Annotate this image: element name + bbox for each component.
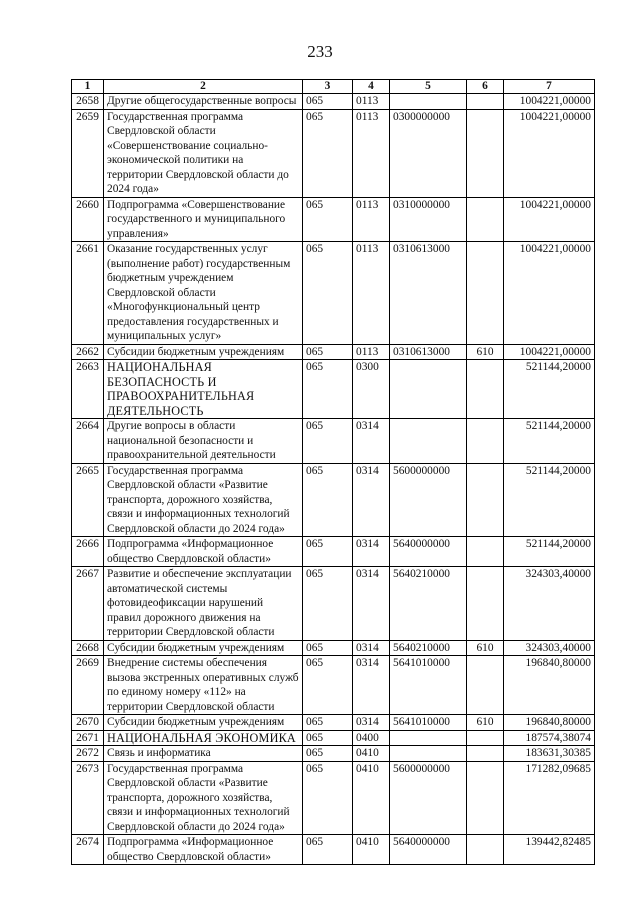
table-row	[72, 94, 595, 110]
row-name-cell: Другие вопросы в области национальной безопасности и правоохранительной деятельности	[104, 419, 303, 464]
row-expense-type-cell	[467, 360, 504, 419]
row-department-code-cell: 065	[303, 746, 353, 762]
row-department-code-cell: 065	[303, 360, 353, 419]
table-row	[72, 567, 595, 641]
table-row	[72, 746, 595, 762]
table-row	[72, 537, 595, 567]
row-expense-type-cell	[467, 746, 504, 762]
row-number-cell: 2670	[72, 715, 104, 731]
table-body	[72, 94, 595, 865]
row-section-code-cell: 0410	[353, 761, 390, 835]
row-name-cell: Связь и информатика	[104, 746, 303, 762]
row-department-code-cell: 065	[303, 730, 353, 746]
table-row	[72, 109, 595, 197]
row-number-cell: 2658	[72, 94, 104, 110]
row-number-cell: 2664	[72, 419, 104, 464]
row-department-code-cell: 065	[303, 344, 353, 360]
row-number-cell: 2660	[72, 197, 104, 242]
row-department-code-cell: 065	[303, 197, 353, 242]
row-section-code-cell: 0410	[353, 746, 390, 762]
row-expense-type-cell	[467, 94, 504, 110]
row-amount-cell: 139442,82485	[504, 835, 595, 865]
row-section-code-cell: 0113	[353, 242, 390, 345]
row-target-article-cell	[390, 94, 467, 110]
column-header: 3	[303, 80, 353, 94]
row-number-cell: 2663	[72, 360, 104, 419]
row-amount-cell: 1004221,00000	[504, 197, 595, 242]
row-amount-cell: 196840,80000	[504, 656, 595, 715]
row-department-code-cell: 065	[303, 567, 353, 641]
row-department-code-cell: 065	[303, 242, 353, 345]
row-amount-cell: 171282,09685	[504, 761, 595, 835]
row-target-article-cell: 0310000000	[390, 197, 467, 242]
row-section-code-cell: 0113	[353, 344, 390, 360]
row-target-article-cell: 0310613000	[390, 242, 467, 345]
row-number-cell: 2672	[72, 746, 104, 762]
row-section-code-cell: 0314	[353, 537, 390, 567]
row-expense-type-cell	[467, 419, 504, 464]
row-target-article-cell: 5600000000	[390, 761, 467, 835]
row-target-article-cell: 5640000000	[390, 537, 467, 567]
row-amount-cell: 187574,38074	[504, 730, 595, 746]
row-name-cell: Подпрограмма «Информационное общество Свердловской области»	[104, 835, 303, 865]
row-expense-type-cell	[467, 242, 504, 345]
row-department-code-cell: 065	[303, 761, 353, 835]
row-expense-type-cell: 610	[467, 640, 504, 656]
row-expense-type-cell	[467, 567, 504, 641]
row-name-cell: Развитие и обеспечение эксплуатации автоматической системы фотовидеофиксации нарушений правил дорожного движения на территории Свердловской области	[104, 567, 303, 641]
table-row	[72, 360, 595, 419]
table-row	[72, 344, 595, 360]
column-header: 2	[104, 80, 303, 94]
row-target-article-cell	[390, 419, 467, 464]
row-department-code-cell: 065	[303, 640, 353, 656]
row-name-cell: Внедрение системы обеспечения вызова экстренных оперативных служб по единому номеру «112» на территории Свердловской области	[104, 656, 303, 715]
row-section-code-cell: 0314	[353, 463, 390, 537]
row-name-cell: Государственная программа Свердловской области «Совершенствование социально-экономической политики на территории Свердловской области до 2024 года»	[104, 109, 303, 197]
row-department-code-cell: 065	[303, 835, 353, 865]
column-header: 4	[353, 80, 390, 94]
row-section-code-cell: 0300	[353, 360, 390, 419]
row-section-code-cell: 0113	[353, 197, 390, 242]
row-section-code-cell: 0400	[353, 730, 390, 746]
row-number-cell: 2661	[72, 242, 104, 345]
table-row	[72, 835, 595, 865]
row-section-code-cell: 0113	[353, 109, 390, 197]
row-target-article-cell: 5641010000	[390, 715, 467, 731]
row-section-code-cell: 0113	[353, 94, 390, 110]
row-target-article-cell: 5641010000	[390, 656, 467, 715]
column-header: 6	[467, 80, 504, 94]
row-number-cell: 2673	[72, 761, 104, 835]
row-department-code-cell: 065	[303, 109, 353, 197]
row-name-cell: Другие общегосударственные вопросы	[104, 94, 303, 110]
row-name-cell: Государственная программа Свердловской области «Развитие транспорта, дорожного хозяйства, связи и информационных технологий Свердловской области до 2024 года»	[104, 761, 303, 835]
row-name-cell: Субсидии бюджетным учреждениям	[104, 715, 303, 731]
column-header: 1	[72, 80, 104, 94]
row-name-cell: Субсидии бюджетным учреждениям	[104, 640, 303, 656]
row-expense-type-cell	[467, 463, 504, 537]
row-expense-type-cell	[467, 197, 504, 242]
row-amount-cell: 521144,20000	[504, 537, 595, 567]
row-number-cell: 2665	[72, 463, 104, 537]
row-amount-cell: 1004221,00000	[504, 109, 595, 197]
row-target-article-cell: 5600000000	[390, 463, 467, 537]
row-number-cell: 2669	[72, 656, 104, 715]
row-target-article-cell	[390, 730, 467, 746]
row-number-cell: 2667	[72, 567, 104, 641]
table-row	[72, 463, 595, 537]
table-row	[72, 197, 595, 242]
row-expense-type-cell: 610	[467, 715, 504, 731]
table-row	[72, 242, 595, 345]
header-row	[72, 80, 595, 94]
page-number: 233	[307, 42, 333, 61]
row-expense-type-cell	[467, 109, 504, 197]
row-amount-cell: 324303,40000	[504, 567, 595, 641]
row-number-cell: 2674	[72, 835, 104, 865]
row-number-cell: 2666	[72, 537, 104, 567]
row-name-cell: Субсидии бюджетным учреждениям	[104, 344, 303, 360]
row-target-article-cell: 5640000000	[390, 835, 467, 865]
row-amount-cell: 521144,20000	[504, 360, 595, 419]
row-expense-type-cell	[467, 656, 504, 715]
row-target-article-cell: 5640210000	[390, 567, 467, 641]
row-section-code-cell: 0314	[353, 567, 390, 641]
row-section-code-cell: 0314	[353, 656, 390, 715]
row-amount-cell: 521144,20000	[504, 463, 595, 537]
table-row	[72, 715, 595, 731]
row-expense-type-cell	[467, 761, 504, 835]
row-amount-cell: 1004221,00000	[504, 344, 595, 360]
row-department-code-cell: 065	[303, 463, 353, 537]
row-department-code-cell: 065	[303, 419, 353, 464]
row-department-code-cell: 065	[303, 94, 353, 110]
row-amount-cell: 183631,30385	[504, 746, 595, 762]
column-header: 7	[504, 80, 595, 94]
table-row	[72, 419, 595, 464]
row-expense-type-cell	[467, 730, 504, 746]
table-row	[72, 730, 595, 746]
row-name-cell: НАЦИОНАЛЬНАЯ ЭКОНОМИКА	[104, 730, 303, 746]
budget-table	[71, 79, 595, 865]
row-name-cell: Подпрограмма «Информационное общество Свердловской области»	[104, 537, 303, 567]
table-row	[72, 640, 595, 656]
row-name-cell: Государственная программа Свердловской области «Развитие транспорта, дорожного хозяйства, связи и информационных технологий Свердловской области до 2024 года»	[104, 463, 303, 537]
row-target-article-cell	[390, 746, 467, 762]
table-row	[72, 761, 595, 835]
row-target-article-cell: 0300000000	[390, 109, 467, 197]
row-section-code-cell: 0314	[353, 419, 390, 464]
row-department-code-cell: 065	[303, 715, 353, 731]
row-target-article-cell	[390, 360, 467, 419]
row-expense-type-cell	[467, 835, 504, 865]
row-amount-cell: 1004221,00000	[504, 94, 595, 110]
row-expense-type-cell	[467, 537, 504, 567]
row-amount-cell: 521144,20000	[504, 419, 595, 464]
table-row	[72, 656, 595, 715]
row-expense-type-cell: 610	[467, 344, 504, 360]
row-name-cell: Оказание государственных услуг (выполнение работ) государственным бюджетным учреждением Свердловской области «Многофункциональный центр предоставления государственных и муниципальных услуг»	[104, 242, 303, 345]
row-name-cell: Подпрограмма «Совершенствование государственного и муниципального управления»	[104, 197, 303, 242]
row-target-article-cell: 5640210000	[390, 640, 467, 656]
row-target-article-cell: 0310613000	[390, 344, 467, 360]
row-section-code-cell: 0314	[353, 715, 390, 731]
row-section-code-cell: 0410	[353, 835, 390, 865]
row-number-cell: 2668	[72, 640, 104, 656]
row-number-cell: 2671	[72, 730, 104, 746]
row-amount-cell: 324303,40000	[504, 640, 595, 656]
row-amount-cell: 196840,80000	[504, 715, 595, 731]
row-number-cell: 2659	[72, 109, 104, 197]
row-name-cell: НАЦИОНАЛЬНАЯ БЕЗОПАСНОСТЬ И ПРАВООХРАНИТЕЛЬНАЯ ДЕЯТЕЛЬНОСТЬ	[104, 360, 303, 419]
column-header: 5	[390, 80, 467, 94]
row-department-code-cell: 065	[303, 537, 353, 567]
row-number-cell: 2662	[72, 344, 104, 360]
row-amount-cell: 1004221,00000	[504, 242, 595, 345]
row-section-code-cell: 0314	[353, 640, 390, 656]
row-department-code-cell: 065	[303, 656, 353, 715]
